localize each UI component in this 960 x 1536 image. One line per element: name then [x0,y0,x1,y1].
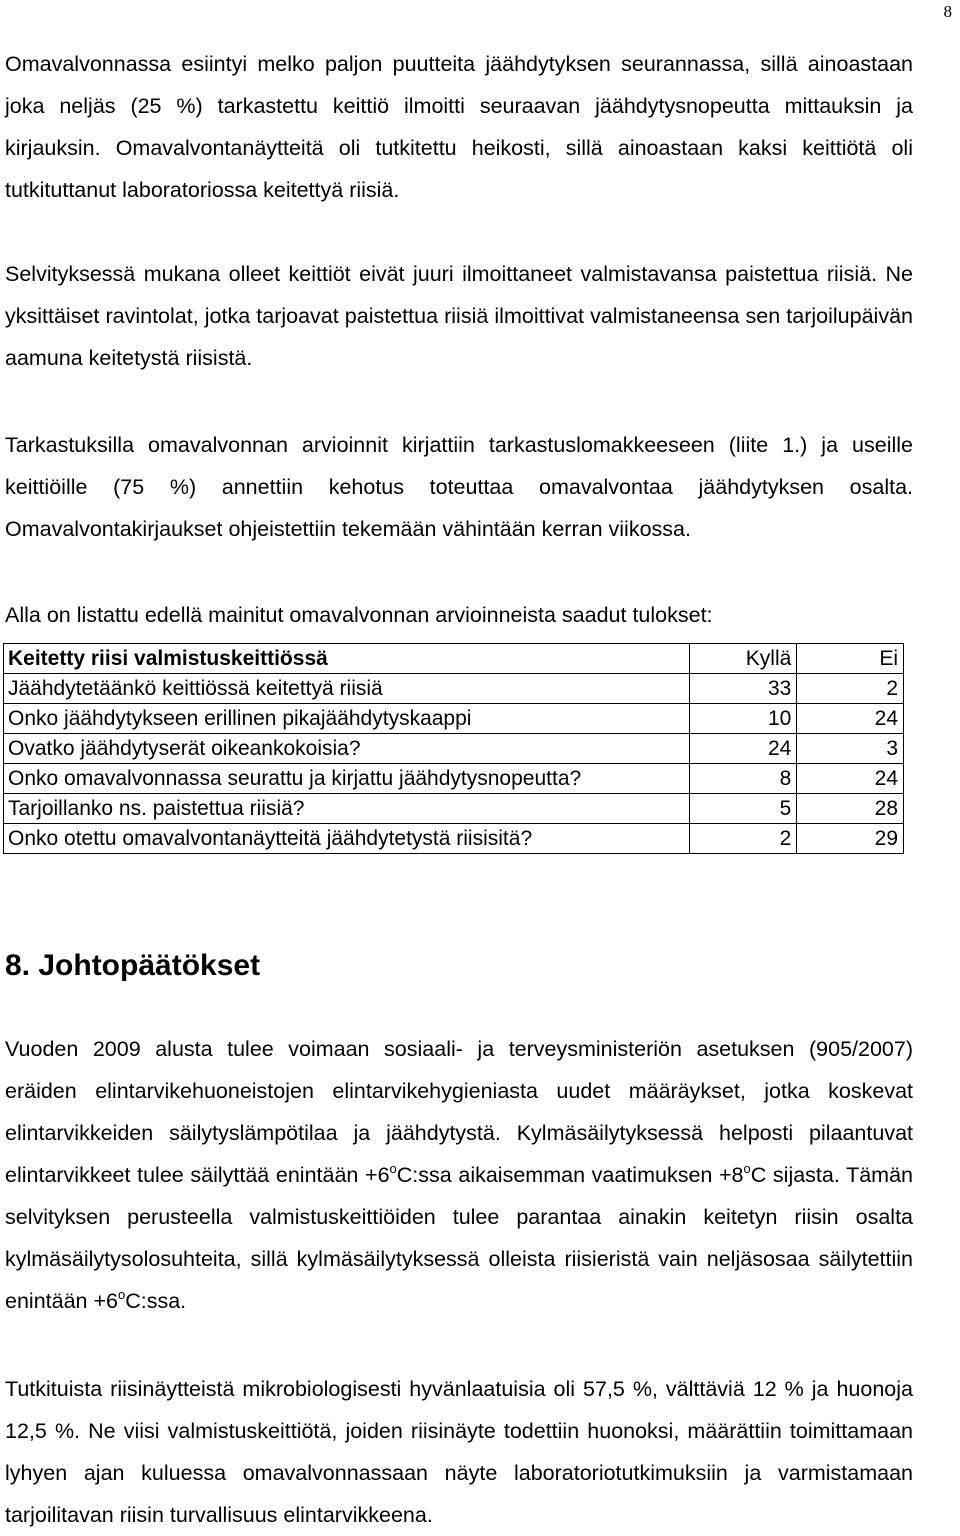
table-row [4,704,904,734]
row-question: Onko omavalvonnassa seurattu ja kirjattu jäähdytysnopeutta? [4,764,690,794]
header-yes: Kyllä [689,644,797,674]
paragraph-regulation [5,1028,913,1322]
header-no: Ei [797,644,904,674]
paragraph-self-monitoring-shortcomings: Omavalvonnassa esiintyi melko paljon puutteita jäähdytyksen seurannassa, sillä ainoastaan joka neljäs (25 %) tarkastettu keittiö ilmoitti seuraavan jäähdytysnopeutta mittauksin ja kirjauksin. Omavalvontanäytteitä oli tutkitettu heikosti, sillä ainoastaan kaksi keittiötä oli tutkituttanut laboratoriossa keitettyä riisiä. [5,52,913,202]
table-header-row [4,644,904,674]
row-no: 24 [797,704,904,734]
row-question: Ovatko jäähdytyserät oikeankokoisia? [4,734,690,764]
row-yes: 24 [689,734,797,764]
degree-mark: o [743,1161,751,1176]
regulation-text-part: C:ssa aikaisemman vaatimuksen +8 [396,1163,744,1187]
row-question: Onko jäähdytykseen erillinen pikajäähdytyskaappi [4,704,690,734]
row-no: 28 [797,794,904,824]
row-yes: 33 [689,674,797,704]
row-no: 2 [797,674,904,704]
section-heading-conclusions: 8. Johtopäätökset [5,949,261,982]
table-row [4,824,904,854]
paragraph-table-intro: Alla on listattu edellä mainitut omavalvonnan arvioinneista saadut tulokset: [5,603,713,627]
degree-mark: o [389,1161,397,1176]
table-row [4,794,904,824]
table-row [4,734,904,764]
results-table [3,643,904,854]
row-question: Tarjoillanko ns. paistettua riisiä? [4,794,690,824]
degree-mark: o [117,1287,126,1302]
row-yes: 5 [689,794,797,824]
paragraph-fried-rice: Selvityksessä mukana olleet keittiöt eivät juuri ilmoittaneet valmistavansa paistettua riisiä. Ne yksittäiset ravintolat, jotka tarjoavat paistettua riisiä ilmoittivat valmistaneensa sen tarjoilupäivän aamuna keitetystä riisistä. [5,262,913,370]
row-no: 3 [797,734,904,764]
header-question: Keitetty riisi valmistuskeittiössä [4,644,690,674]
row-question: Jäähdytetäänkö keittiössä keitettyä riisiä [4,674,690,704]
row-no: 29 [797,824,904,854]
regulation-text-part: C:ssa. [125,1289,187,1313]
paragraph-inspection-records: Tarkastuksilla omavalvonnan arvioinnit kirjattiin tarkastuslomakkeeseen (liite 1.) ja useille keittiöille (75 %) annettiin kehotus toteuttaa omavalvontaa jäähdytyksen osalta. Omavalvontakirjaukset ohjeistettiin tekemään vähintään kerran viikossa. [5,433,913,541]
page-number: 8 [943,2,952,21]
row-yes: 10 [689,704,797,734]
row-no: 24 [797,764,904,794]
paragraph-sample-results: Tutkituista riisinäytteistä mikrobiologisesti hyvänlaatuisia oli 57,5 %, välttäviä 12 % ja huonoja 12,5 %. Ne viisi valmistuskeittiötä, joiden riisinäyte todettiin huonoksi, määrättiin toimittamaan lyhyen ajan kuluessa omavalvonnassaan näyte laboratoriotutkimuksiin ja varmistamaan tarjoilitavan riisin turvallisuus elintarvikkeena. [5,1377,913,1527]
row-question: Onko otettu omavalvontanäytteitä jäähdytetystä riisisitä? [4,824,690,854]
regulation-text-part: C sijasta. Tämän selvityksen perusteella valmistuskeittiöiden tulee parantaa ainakin keitetyn riisin osalta kylmäsäilytysolosuhteita, sillä kylmäsäilytyksessä olleista riisieristä vain neljäsosaa säilytettiin enintään +6 [5,1163,913,1313]
regulation-text-part: Vuoden 2009 alusta tulee voimaan sosiaali- ja terveysministeriön asetuksen (905/2007) eräiden elintarvikehuoneistojen elintarvikehygieniasta uudet määräykset, jotka koskevat elintarvikkeiden säilytyslämpötilaa ja jäähdytystä. Kylmäsäilytyksessä helposti pilaantuvat elintarvikkeet tulee säilyttää enintään +6 [5,1037,913,1187]
table-row [4,674,904,704]
table-row [4,764,904,794]
row-yes: 2 [689,824,797,854]
row-yes: 8 [689,764,797,794]
